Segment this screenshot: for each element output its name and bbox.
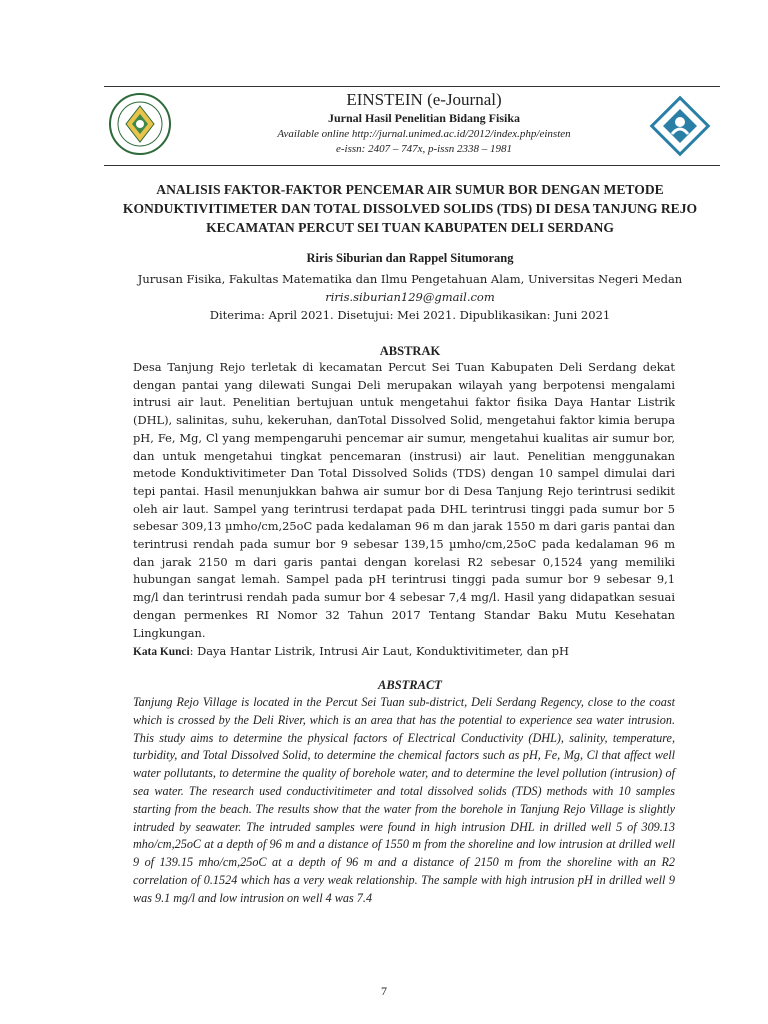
header-text: [224, 90, 624, 157]
abstract-heading: ABSTRACT: [378, 678, 442, 692]
page-number: 7: [381, 984, 387, 998]
paper-authors: Riris Siburian dan Rappel Situmorang: [306, 251, 514, 265]
header-bottom-rule: [104, 165, 720, 166]
paper-title: ANALISIS FAKTOR-FAKTOR PENCEMAR AIR SUMUR BOR DENGAN METODE KONDUKTIVITIMETER DAN TOTAL DISSOLVED SOLIDS (TDS) DI DESA TANJUNG REJO KECAMATAN PERCUT SEI TUAN KABUPATEN DELI SERDANG: [122, 182, 698, 235]
journal-subtitle: Jurnal Hasil Penelitian Bidang Fisika: [327, 111, 521, 125]
publication-dates: Diterima: April 2021. Disetujui: Mei 2021. Dipublikasikan: Juni 2021: [209, 308, 611, 322]
author-email: riris.siburian129@gmail.com: [325, 290, 495, 304]
journal-issn: e-issn: 2407 – 747x, p-issn 2338 – 1981: [336, 143, 512, 155]
keywords-line: [133, 643, 693, 662]
journal-logo-icon: [648, 94, 712, 158]
abstract-body: Tanjung Rejo Village is located in the Percut Sei Tuan sub-district, Deli Serdang Regency, close to the coast which is crossed by the Deli River, which is an area that has the potential to experience sea water intrusion. This study aims to determine the physical factors of Electrical Conductivity (DHL), salinity, temperature, turbidity, and Total Dissolved Solid, to determine the chemical factors such as pH, Fe, Mg, Cl that affect well water pollutants, to determine the quality of borehole water, and to determine the level pollution (intrusion) of sea water. The research used conductivitimeter and total dissolved solids (TDS) methods with 10 samples starting from the beach. The results show that the water from the borehole in Tanjung Rejo Village is slightly intruded by seawater. The intruded samples were found in high intrusion DHL in drilled well 5 of 309.13 mho/cm,25oC at a depth of 96 m and a distance of 1550 m from the shoreline and low intrusion at drilled well 9 of 139.15 mho/cm,25oC at a depth of 96 m and a distance of 2150 m from the shoreline with an R2 correlation of 0.1524 which has a very weak relationship. The sample with high intrusion pH in drilled well 9 was 9.1 mg/l and low intrusion on well 4 was 7.4: [133, 695, 675, 905]
keywords-text: : Daya Hantar Listrik, Intrusi Air Laut, Konduktivitimeter, dan pH: [189, 644, 569, 658]
author-affiliation: Jurusan Fisika, Fakultas Matematika dan Ilmu Pengetahuan Alam, Universitas Negeri Medan: [137, 272, 683, 286]
journal-name: EINSTEIN (e-Journal): [346, 90, 502, 109]
header-top-rule: [104, 86, 720, 87]
abstrak-body: Desa Tanjung Rejo terletak di kecamatan Percut Sei Tuan Kabupaten Deli Serdang dekat dengan pantai yang dilewati Sungai Deli merupakan wilayah yang berpotensi mengalami intrusi air laut. Penelitian bertujuan untuk mengetahui faktor fisika Daya Hantar Listrik (DHL), salinitas, suhu, kekeruhan, danTotal Dissolved Solid, mengetahui faktor kimia berupa pH, Fe, Mg, Cl yang mempengaruhi pencemar air sumur, mengetahui kualitas air sumur bor, dan untuk mengetahui tingkat pencemaran (instrusi) air laut. Penelitian menggunakan metode Konduktivitimeter Dan Total Dissolved Solids (TDS) dengan 10 sampel dimulai dari tepi pantai. Hasil menunjukkan bahwa air sumur bor di Desa Tanjung Rejo terintrusi sedikit oleh air laut. Sampel yang terintrusi terdapat pada DHL terintrusi tinggi pada sumur bor 5 sebesar 309,13 µmho/cm,25oC pada kedalaman 96 m dan jarak 1550 m dari garis pantai dan terintrusi rendah pada sumur bor 9 sebesar 139,15 µmho/cm,25oC pada kedalaman 96 m dan jarak 2150 m dari garis pantai dengan korelasi R2 sebesar 0,1524 yang memiliki hubungan sangat lemah. Sampel pada pH terintrusi tinggi pada sumur bor 9 sebesar 9,1 mg/l dan terintrusi rendah pada sumur bor 4 sebesar 7,4 mg/l. Hasil yang didapatkan sesuai dengan permenkes RI Nomor 32 Tahun 2017 Tentang Standar Baku Mutu Kesehatan Lingkungan.: [133, 360, 675, 640]
journal-header: [104, 86, 720, 166]
abstrak-heading: ABSTRAK: [379, 344, 441, 358]
university-seal-icon: [108, 92, 172, 156]
keywords-label: Kata Kunci: [133, 646, 190, 658]
journal-url: Available online http://jurnal.unimed.ac.id/2012/index.php/einsten: [277, 128, 571, 140]
